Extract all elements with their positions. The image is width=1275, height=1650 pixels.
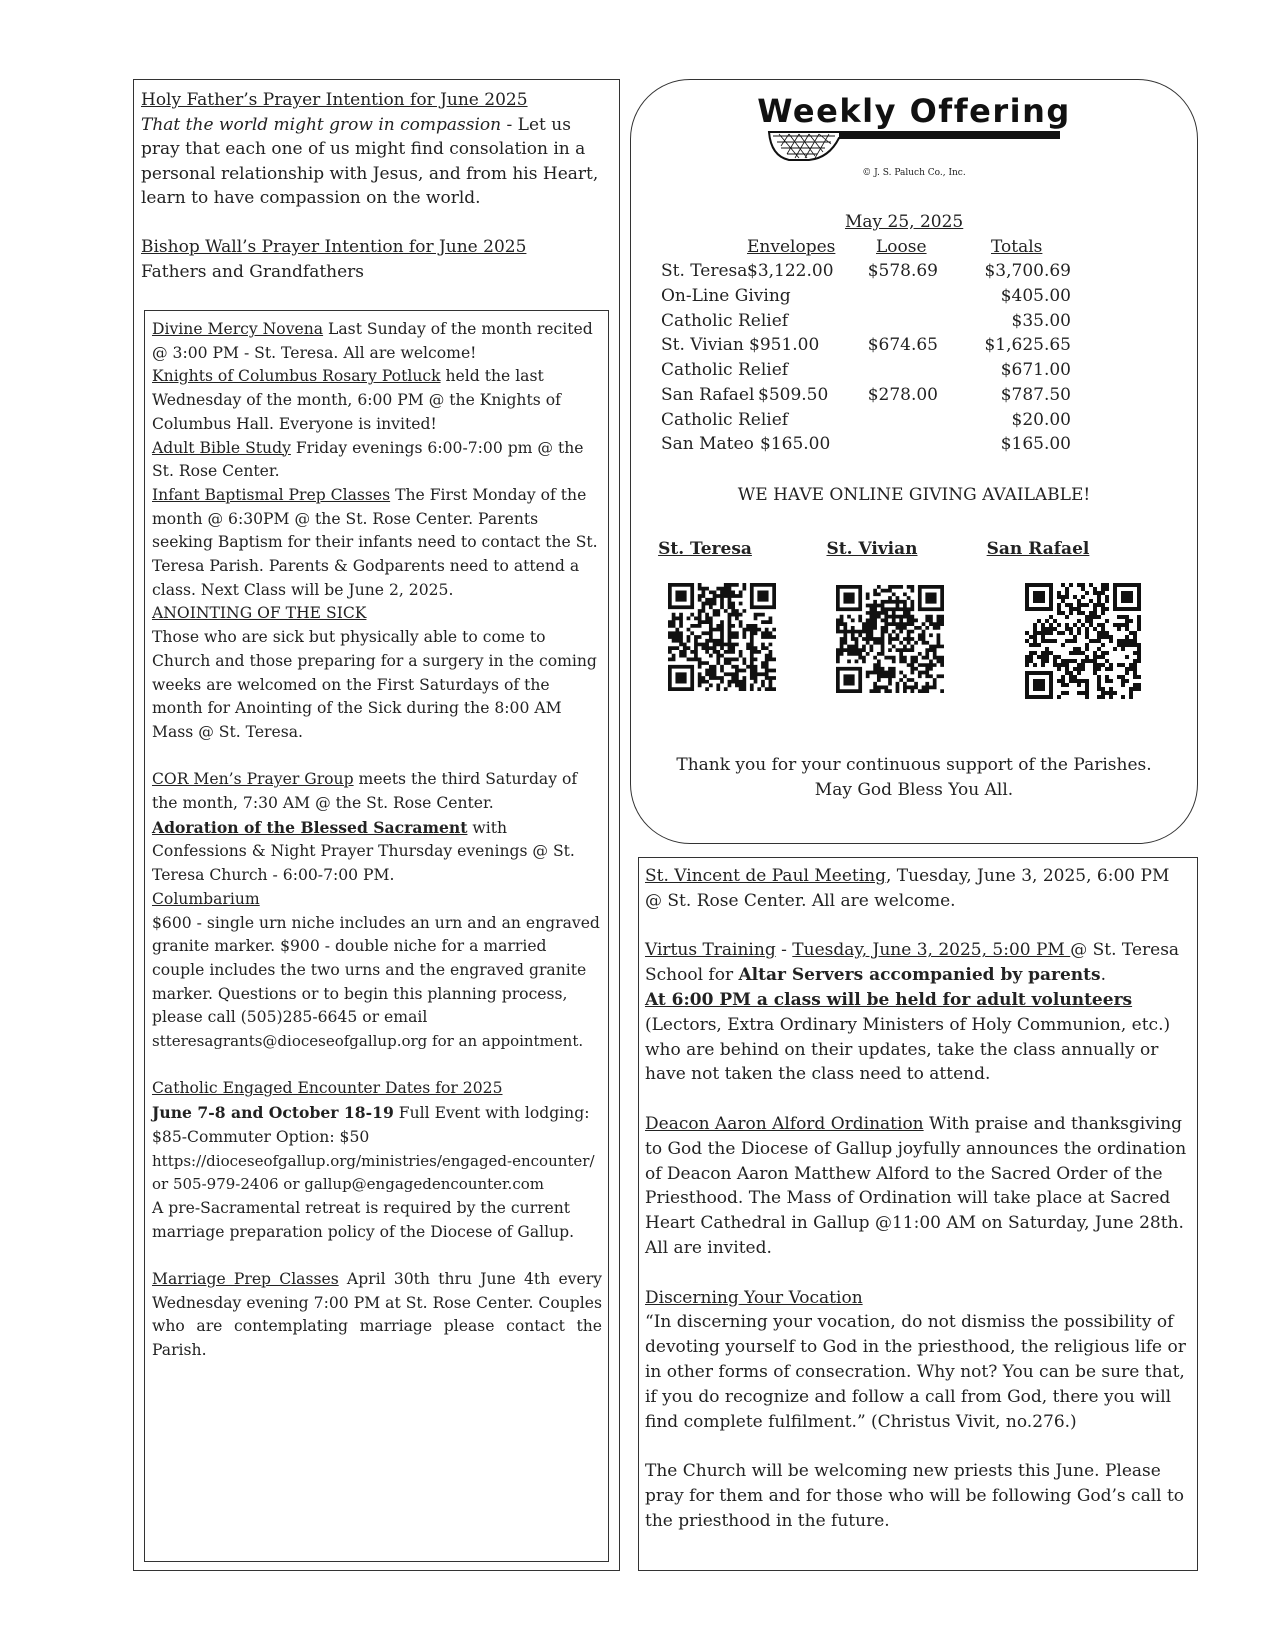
marriage-section	[152, 1268, 602, 1363]
columbarium-body: $600 - single urn niche includes an urn and an engraved granite marker. $900 - double niche for a married couple includes the two urns and the engraved granite marker. Questions or to begin this planning process, please call (505)285-6645 or email	[152, 913, 600, 1027]
offering-row-envelopes: $3,122.00	[747, 261, 834, 282]
offering-row-name: Catholic Relief	[661, 360, 789, 381]
thanks-line-1: Thank you for your continuous support of the Parishes.	[676, 755, 1152, 775]
announcements-inner-box	[144, 310, 609, 1562]
qr-code-san-rafael[interactable]	[1025, 583, 1141, 699]
weekly-offering-box	[630, 79, 1198, 844]
virtus-adult-body: (Lectors, Extra Ordinary Ministers of Holy Communion, etc.) who are behind on their updates, take the class annually or have not taken the class need to attend.	[645, 1014, 1171, 1085]
offering-row	[661, 259, 1081, 284]
engaged-contact: or 505-979-2406 or gallup@engagedencounter.com	[152, 1175, 544, 1194]
marriage-title: Marriage Prep Classes	[152, 1270, 339, 1289]
vocation-section	[645, 1286, 1187, 1435]
qr-label-st-teresa: St. Teresa	[658, 539, 752, 559]
offering-thanks	[631, 753, 1197, 803]
svdp-section	[645, 864, 1187, 914]
virtus-date: Tuesday, June 3, 2025, 5:00 PM	[792, 940, 1071, 961]
offering-row-name: St. Vivian	[661, 335, 744, 356]
offering-row-name: San Rafael	[661, 384, 755, 405]
holy-father-body: - Let us pray that each one of us might find consolation in a personal relationship with Jesus, and from his Heart, learn to have compassion on the world.	[141, 114, 599, 208]
qr-label-st-vivian: St. Vivian	[826, 539, 918, 559]
offering-row	[661, 383, 1081, 408]
baptism-body: The First Monday of the month @ 6:30PM @ the St. Rose Center. Parents seeking Baptism for their infants need to contact the St. Teresa Parish. Parents & Godparents need to attend a class. Next Class will be June 2, 2025.	[152, 485, 598, 599]
offering-row-envelopes: $165.00	[760, 434, 831, 455]
anointing-body: Those who are sick but physically able to come to Church and those preparing for a surgery in the coming weeks are welcomed on the First Saturdays of the month for Anointing of the Sick during the 8:00 AM Mass @ St. Teresa.	[152, 628, 597, 741]
prayer-intentions	[141, 88, 611, 284]
qr-code-st-teresa[interactable]	[668, 583, 776, 691]
offering-row-total: $1,625.65	[984, 335, 1071, 356]
anointing-title: ANOINTING OF THE SICK	[152, 604, 367, 623]
knights-section	[152, 365, 602, 436]
columbarium-email: stteresagrants@dioceseofgallup.org for an appointment.	[152, 1032, 584, 1051]
bible-study-title: Adult Bible Study	[152, 438, 291, 457]
engaged-title: Catholic Engaged Encounter Dates for 2025	[152, 1079, 503, 1098]
holy-father-intro: That the world might grow in compassion	[141, 114, 502, 135]
adoration-section	[152, 816, 602, 888]
offering-copyright: © J. S. Paluch Co., Inc.	[862, 168, 966, 178]
offering-row	[661, 284, 1081, 309]
offering-row-name: Catholic Relief	[661, 409, 789, 430]
engaged-section	[152, 1077, 602, 1244]
deacon-section	[645, 1112, 1187, 1261]
virtus-title: Virtus Training	[645, 940, 776, 961]
divine-mercy-body: Last Sunday of the month recited @ 3:00 PM - St. Teresa. All are welcome!	[152, 320, 593, 362]
offering-row	[661, 358, 1081, 383]
virtus-location: @ St. Teresa School for	[645, 940, 1180, 986]
qr-label-san-rafael: San Rafael	[986, 539, 1090, 559]
engaged-dates: June 7-8 and October 18-19	[152, 1103, 394, 1123]
offering-row-envelopes: $951.00	[749, 335, 820, 356]
offering-row-name: St. Teresa	[661, 261, 748, 282]
offering-row-total: $35.00	[1011, 310, 1071, 331]
divine-mercy-title: Divine Mercy Novena	[152, 320, 324, 338]
thanks-line-2: May God Bless You All.	[814, 780, 1014, 800]
offering-row	[661, 408, 1081, 433]
anointing-section	[152, 602, 602, 744]
bible-study-section	[152, 437, 602, 484]
baptism-title: Infant Baptismal Prep Classes	[152, 485, 391, 504]
baptism-section	[152, 484, 602, 603]
virtus-sep: -	[775, 940, 793, 961]
bible-study-body: Friday evenings 6:00-7:00 pm @ the St. Rose Center.	[152, 438, 584, 481]
divine-mercy-section	[152, 318, 602, 365]
engaged-commuter: $85-Commuter Option: $50	[152, 1127, 370, 1146]
engaged-lodging: Full Event with lodging:	[393, 1104, 590, 1123]
offering-row-total: $3,700.69	[984, 261, 1071, 282]
offering-row-total: $165.00	[1000, 434, 1071, 455]
online-giving-notice: WE HAVE ONLINE GIVING AVAILABLE!	[737, 485, 1091, 505]
virtus-section	[645, 938, 1187, 1087]
knights-title: Knights of Columbus Rosary Potluck	[152, 367, 441, 386]
engaged-link[interactable]: https://dioceseofgallup.org/ministries/engaged-encounter/	[152, 1151, 595, 1170]
header-envelopes: Envelopes	[747, 236, 836, 257]
offering-table	[661, 210, 1081, 457]
cor-section	[152, 768, 602, 815]
offering-row-loose: $278.00	[867, 384, 938, 405]
left-column-box	[133, 79, 620, 1571]
holy-father-title: Holy Father’s Prayer Intention for June 2025	[141, 90, 528, 110]
offering-row-total: $671.00	[1000, 360, 1071, 381]
right-announcements-box	[638, 857, 1198, 1571]
vocation-body: “In discerning your vocation, do not dismiss the possibility of devoting yourself to God in the priesthood, the religious life or in other forms of consecration. Why not? You can be sure that, if you do recognize and follow a call from God, there you will find complete fulfilment.” (Christus Vivit, no.276.)	[645, 1312, 1186, 1432]
svdp-body: , Tuesday, June 3, 2025, 6:00 PM @ St. Rose Center. All are welcome.	[645, 866, 1170, 911]
offering-header	[631, 92, 1197, 178]
offering-row-total: $20.00	[1011, 409, 1071, 430]
adoration-title: Adoration of the Blessed Sacrament	[152, 817, 468, 837]
offering-title: Weekly Offering	[757, 92, 1071, 130]
offering-row-total: $787.50	[1000, 384, 1071, 405]
cor-title: COR Men’s Prayer Group	[152, 770, 354, 789]
header-totals: Totals	[991, 236, 1043, 257]
virtus-adult-class: At 6:00 PM a class will be held for adult volunteers	[645, 989, 1133, 1010]
virtus-period: .	[1100, 965, 1106, 986]
offering-row-total: $405.00	[1000, 286, 1071, 307]
offering-row-loose: $674.65	[867, 335, 938, 356]
svdp-title: St. Vincent de Paul Meeting	[645, 866, 886, 886]
offering-row	[661, 333, 1081, 358]
vocation-title: Discerning Your Vocation	[645, 1287, 863, 1308]
offering-row-name: San Mateo	[661, 434, 754, 455]
columbarium-section	[152, 888, 602, 1054]
offering-row-loose: $578.69	[867, 261, 938, 282]
qr-code-st-vivian[interactable]	[836, 583, 944, 695]
offering-row-name: Catholic Relief	[661, 310, 789, 331]
columbarium-title: Columbarium	[152, 889, 260, 908]
deacon-body: With praise and thanksgiving to God the Diocese of Gallup joyfully announces the ordination of Deacon Aaron Matthew Alford to the Sacred Order of the Priesthood. The Mass of Ordination will take place at Sacred Heart Cathedral in Gallup @11:00 AM on Saturday, June 28th. All are invited.	[645, 1113, 1187, 1258]
knights-body: held the last Wednesday of the month, 6:00 PM @ the Knights of Columbus Hall. Everyone is invited!	[152, 367, 561, 433]
offering-row	[661, 432, 1081, 457]
bishop-body: Fathers and Grandfathers	[141, 261, 365, 282]
header-loose: Loose	[876, 236, 927, 257]
bishop-title: Bishop Wall’s Prayer Intention for June 2025	[141, 237, 527, 257]
offering-row-envelopes: $509.50	[758, 384, 829, 405]
offering-header-row	[661, 235, 1081, 260]
offering-row-name: On-Line Giving	[661, 286, 791, 307]
cor-body: meets the third Saturday of the month, 7:30 AM @ the St. Rose Center.	[152, 770, 578, 813]
offering-row	[661, 309, 1081, 334]
closing-note: The Church will be welcoming new priests this June. Please pray for them and for those who will be following God’s call to the priesthood in the future.	[645, 1461, 1185, 1531]
adoration-body: with Confessions & Night Prayer Thursday evenings @ St. Teresa Church - 6:00-7:00 PM.	[152, 818, 575, 885]
collection-basket-icon	[759, 128, 1069, 164]
engaged-note: A pre-Sacramental retreat is required by the current marriage preparation policy of the Diocese of Gallup.	[152, 1198, 575, 1241]
deacon-title: Deacon Aaron Alford Ordination	[645, 1113, 924, 1134]
offering-date: May 25, 2025	[845, 212, 964, 232]
virtus-altar-servers: Altar Servers accompanied by parents	[738, 965, 1101, 986]
marriage-body: April 30th thru June 4th every Wednesday evening 7:00 PM at St. Rose Center. Couples who are contemplating marriage please contact the Parish.	[152, 1270, 602, 1360]
